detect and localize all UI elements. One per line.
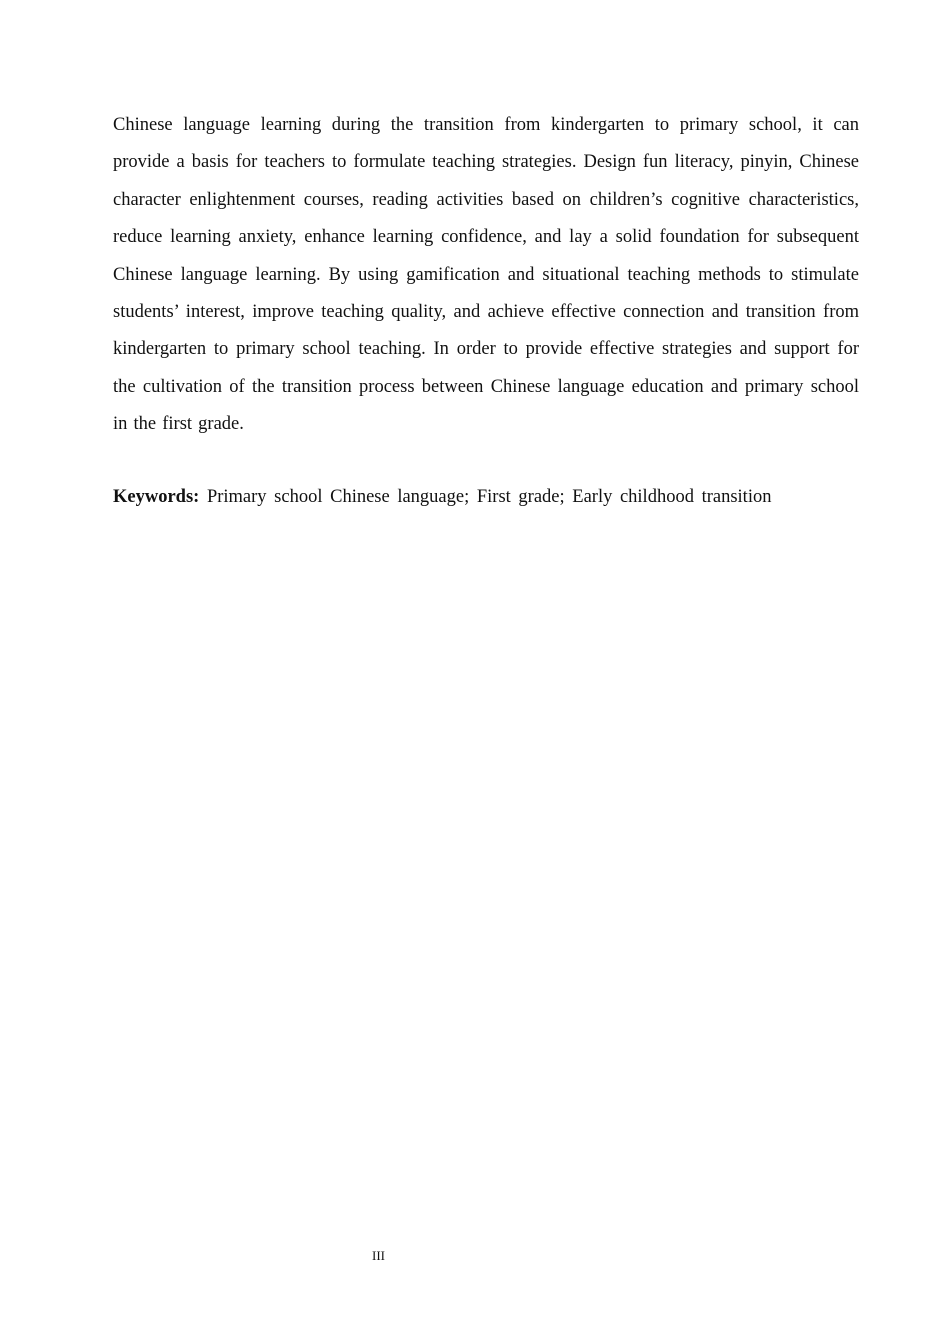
- page-number: III: [372, 1248, 385, 1263]
- keywords-text: Primary school Chinese language; First grade; Early childhood transition: [206, 487, 772, 507]
- abstract-paragraph: Chinese language learning during the transition from kindergarten to primary school, it can provide a basis for teachers to formulate teaching strategies. Design fun literacy, pinyin, Chinese character enlightenment courses, reading activities based on children’s cognitive characteristics, reduce learning anxiety, enhance learning confidence, and lay a solid foundation for subsequent Chinese language learning. By using gamification and situational teaching methods to stimulate students’ interest, improve teaching quality, and achieve effective connection and transition from kindergarten to primary school teaching. In order to provide effective strategies and support for the cultivation of the transition process between Chinese language education and primary school in the first grade.: [113, 115, 859, 435]
- keywords-line: [113, 479, 859, 516]
- keywords-label: Keywords:: [113, 487, 200, 507]
